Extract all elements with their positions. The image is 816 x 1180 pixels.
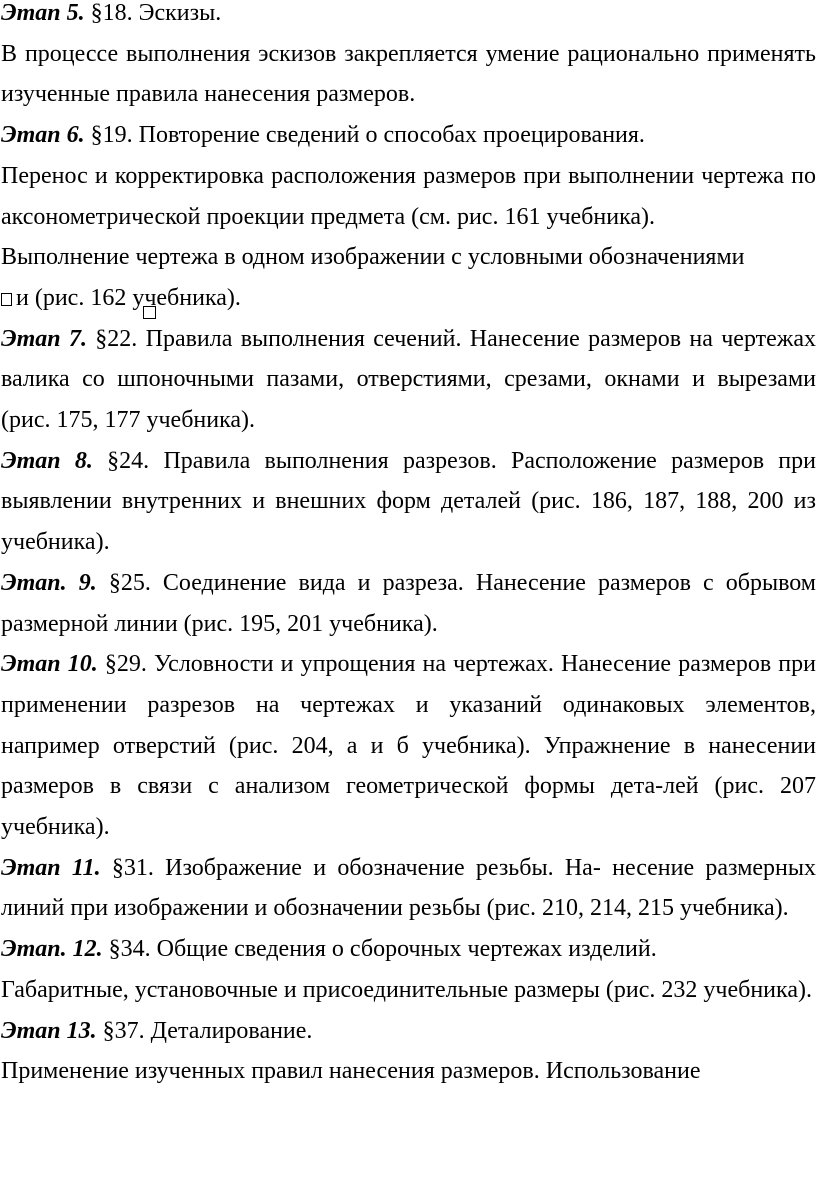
paragraph-application xyxy=(1,1051,816,1092)
paragraph-text: Габаритные, установочные и присоединительные размеры (рис. 232 учебника). xyxy=(1,976,812,1003)
missing-glyph-icon xyxy=(1,293,12,306)
paragraph-stage-11 xyxy=(1,848,816,929)
paragraph-text: §19. Повторение сведений о способах проецирования. xyxy=(84,122,645,149)
paragraph-text: §34. Общие сведения о сборочных чертежах изделий. xyxy=(102,936,657,963)
paragraph-text: §18. Эскизы. xyxy=(84,0,222,26)
paragraph-single-image xyxy=(1,237,816,278)
stage-label: Этап 5. xyxy=(1,0,85,26)
paragraph-stage-7 xyxy=(1,319,816,441)
paragraph-sketches xyxy=(1,34,816,115)
stage-label: Этап 11. xyxy=(1,854,101,881)
stage-label: Этап 6. xyxy=(1,122,85,149)
paragraph-stage-6 xyxy=(1,115,816,156)
missing-glyph-icon xyxy=(143,306,156,319)
paragraph-symbols xyxy=(1,278,816,319)
stage-label: Этап. 9. xyxy=(1,569,97,596)
paragraph-stage-5 xyxy=(1,0,816,34)
paragraph-text: §31. Изображение и обозначение резьбы. На- несение размерных линий при изображении и обозначении резьбы (рис. 210, 214, 215 учебника). xyxy=(1,854,816,922)
stage-label: Этап 8. xyxy=(1,447,93,474)
paragraph-axonometric xyxy=(1,156,816,237)
paragraph-text: В процессе выполнения эскизов закрепляется умение рационально применять изученные правила нанесения размеров. xyxy=(1,40,816,108)
paragraph-text: Выполнение чертежа в одном изображении с условными обозначениями xyxy=(1,244,745,271)
paragraph-text: §24. Правила выполнения разрезов. Расположение размеров при выявлении внутренних и внешних форм деталей (рис. 186, 187, 188, 200 из учебника). xyxy=(1,447,816,556)
stage-label: Этап 13. xyxy=(1,1017,97,1044)
paragraph-text: §25. Соединение вида и разреза. Нанесение размеров с обрывом размерной линии (рис. 195, 201 учебника). xyxy=(1,569,816,637)
paragraph-text: Перенос и корректировка расположения размеров при выполнении чертежа по аксонометрической проекции предмета (см. рис. 161 учебника). xyxy=(1,162,816,230)
paragraph-text: §29. Условности и упрощения на чертежах. Нанесение размеров при применении разрезов на чертежах и указаний одинаковых элементов, например отверстий (рис. 204, а и б учебника). Упражнение в нанесении размеров в связи с анализом геометрической формы дета-лей (рис. 207 учебника). xyxy=(1,651,816,841)
stage-label: Этап 7. xyxy=(1,325,87,352)
paragraph-stage-9 xyxy=(1,563,816,644)
paragraph-text: §37. Деталирование. xyxy=(96,1017,313,1044)
paragraph-text: Применение изученных правил нанесения размеров. Использование xyxy=(1,1058,701,1085)
paragraph-stage-13 xyxy=(1,1011,816,1052)
stage-label: Этап 10. xyxy=(1,651,98,678)
paragraph-text: и (рис. 162 учебника). xyxy=(16,284,241,311)
paragraph-stage-10 xyxy=(1,644,816,848)
paragraph-dimensions xyxy=(1,970,816,1011)
paragraph-stage-8 xyxy=(1,441,816,563)
paragraph-text: §22. Правила выполнения сечений. Нанесение размеров на чертежах валика со шпоночными пазами, отверстиями, срезами, окнами и вырезами (рис. 175, 177 учебника). xyxy=(1,325,816,434)
stage-label: Этап. 12. xyxy=(1,936,103,963)
paragraph-stage-12 xyxy=(1,929,816,970)
